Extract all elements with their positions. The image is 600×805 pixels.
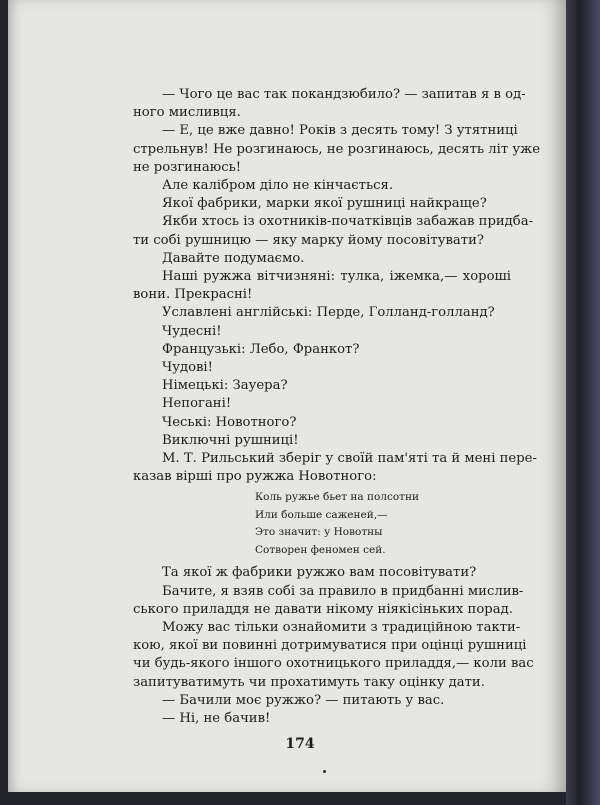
book-binding [566, 0, 600, 805]
text-line: казав вірші про ружжа Новотного: [133, 469, 377, 485]
text-line: Виключні рушниці! [162, 432, 299, 448]
text-line: вони. Прекрасні! [133, 287, 253, 303]
page-number: 174 [285, 736, 315, 752]
text-line: — Бачили моє ружжо? — питають у вас. [162, 692, 445, 708]
page-text [133, 86, 541, 728]
poem-quote [133, 489, 511, 559]
paragraph [133, 268, 511, 304]
poem-line: Коль ружье бьет на полсотни [255, 491, 419, 504]
paragraph [133, 414, 511, 432]
text-line: Можу вас тільки ознайомити з традиційною такти- [162, 620, 521, 636]
text-line: Уславлені англійські: Перде, Голланд-голланд? [162, 305, 495, 321]
text-line: не розгинаюсь! [133, 159, 242, 175]
paragraph [133, 304, 511, 322]
text-line: Чудесні! [162, 323, 222, 339]
poem-line: Сотворен феномен сей. [255, 543, 386, 556]
text-line: Чудові! [162, 360, 213, 376]
text-line: Непогані! [162, 396, 232, 412]
text-line: Та якої ж фабрики ружжо вам посовітувати? [162, 565, 477, 581]
paragraph [133, 450, 537, 486]
text-line: — Е, це вже давно! Років з десять тому! З утятниці [162, 123, 518, 139]
paragraph [133, 177, 511, 195]
text-line: ти собі рушницю — яку марку йому посовітувати? [133, 232, 484, 248]
paragraph [133, 564, 511, 582]
text-line: Але калібром діло не кінчається. [162, 178, 394, 194]
text-line: Чеські: Новотного? [162, 414, 297, 430]
text-line: чи будь-якого іншого охотницького приладдя,— коли вас [133, 656, 534, 672]
paragraph [133, 359, 511, 377]
text-line: Наші ружжа вітчизняні: тулка, іжемка,— хороші [162, 269, 511, 285]
text-line: Французькі: Лебо, Франкот? [162, 341, 360, 357]
paragraph [133, 377, 511, 395]
text-line: ного мисливця. [133, 105, 241, 121]
paragraph [133, 86, 526, 122]
print-speck [323, 770, 326, 773]
paragraph [133, 619, 534, 692]
text-line: — Чого це вас так покандзюбило? — запитав я в од- [162, 87, 526, 102]
paragraph [133, 250, 511, 268]
text-line: ського приладдя не давати нікому ніякісіньких порад. [133, 601, 513, 617]
paragraph [133, 583, 524, 619]
text-line: стрельнув! Не розгинаюсь, не розгинаюсь, десять літ уже [133, 141, 541, 157]
text-line: Якби хтось із охотників-початківців забажав придба- [162, 214, 534, 230]
paragraph [133, 323, 511, 341]
paragraph [133, 432, 511, 450]
paragraph [133, 122, 541, 177]
poem-line: Это значит: у Новотны [255, 526, 383, 539]
paragraph [133, 213, 534, 249]
text-line: Німецькі: Зауера? [162, 378, 288, 394]
text-line: Давайте подумаємо. [162, 250, 305, 266]
paragraph [133, 195, 511, 213]
text-line: Бачите, я взяв собі за правило в придбанні мислив- [162, 583, 524, 599]
text-line: запитуватимуть чи прохатимуть таку оцінку дати. [133, 674, 485, 690]
text-line: Якої фабрики, марки якої рушниці найкраще? [162, 196, 487, 212]
text-line: — Ні, не бачив! [162, 711, 271, 727]
poem-line: Или больше саженей,— [255, 508, 388, 521]
paragraph [133, 710, 511, 728]
paragraph [133, 341, 511, 359]
paragraph [133, 692, 511, 710]
text-line: кою, якої ви повинні дотримуватися при оцінці рушниці [133, 638, 527, 654]
text-line: М. Т. Рильський зберіг у своїй пам'яті та й мені пере- [162, 451, 537, 467]
paragraph [133, 395, 511, 413]
